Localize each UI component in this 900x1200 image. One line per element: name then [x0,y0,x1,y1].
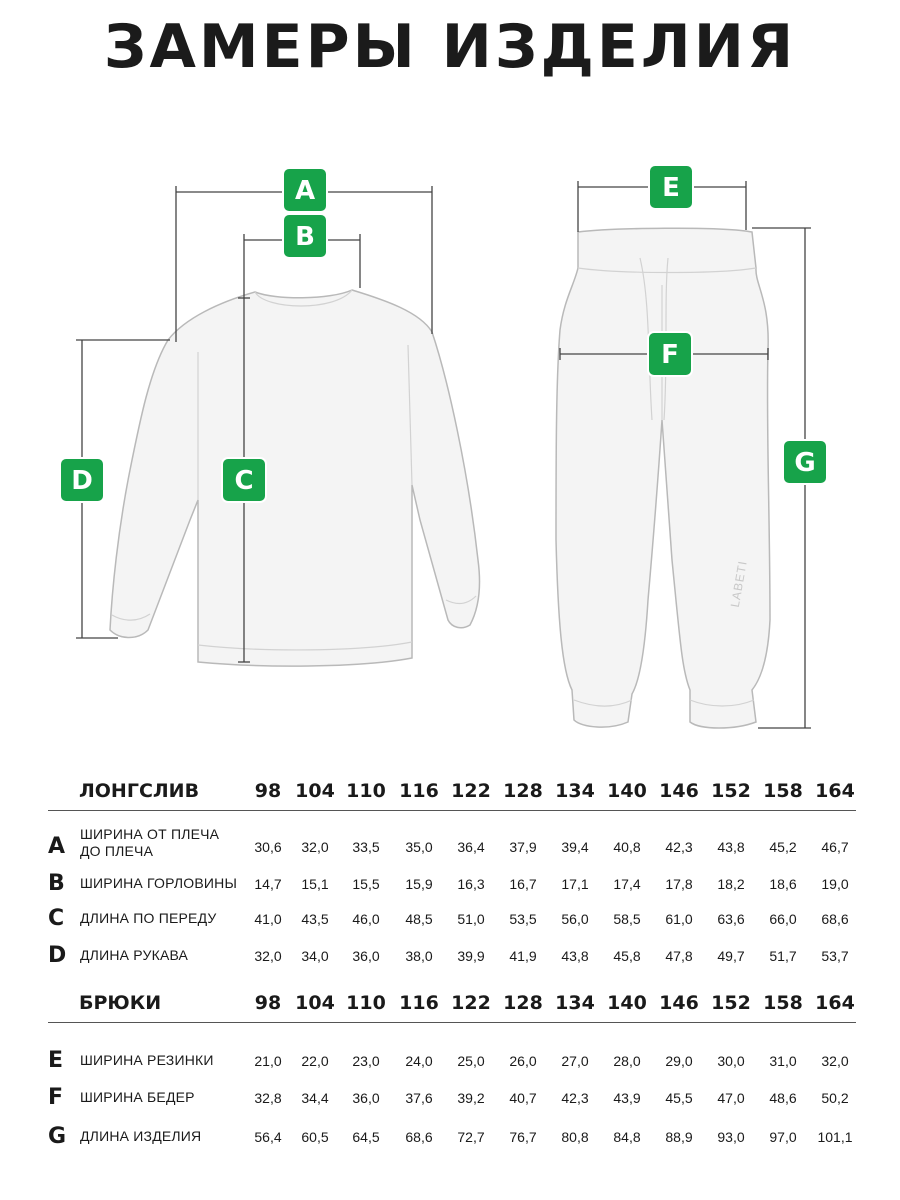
table-cell: 45,8 [613,948,641,964]
longsleeve-illustration [110,290,480,666]
table-cell: 72,7 [457,1129,485,1145]
svg-text:C: C [234,466,254,496]
pants-size-table [48,988,856,1149]
pants-size-header: 140 [607,992,647,1014]
row-letter: E [48,1048,64,1073]
page-title: ЗАМЕРЫ ИЗДЕЛИЯ [103,12,797,82]
table-cell: 56,0 [561,911,589,927]
pants-size-header: 152 [711,992,751,1014]
badge-c [222,458,266,502]
table-cell: 30,6 [254,839,282,855]
pants-size-header: 158 [763,992,803,1014]
table-cell: 15,9 [405,876,433,892]
row-label-line: ШИРИНА РЕЗИНКИ [80,1052,214,1068]
table-cell: 17,1 [561,876,589,892]
table-cell: 45,5 [665,1090,693,1106]
longsleeve-size-header: 104 [295,780,335,802]
longsleeve-size-table [48,776,856,968]
row-label [80,1052,214,1069]
longsleeve-size-header: 134 [555,780,595,802]
badge-f [648,332,692,376]
table-cell: 18,2 [717,876,745,892]
table-cell: 17,4 [613,876,641,892]
table-cell: 93,0 [717,1129,745,1145]
table-cell: 50,2 [821,1090,849,1106]
table-cell: 24,0 [405,1053,433,1069]
table-cell: 53,7 [821,948,849,964]
row-label [80,875,237,892]
pants-size-header: 110 [346,992,386,1014]
table-cell: 51,0 [457,911,485,927]
table-cell: 39,4 [561,839,589,855]
table-cell: 56,4 [254,1129,282,1145]
longsleeve-size-header: 164 [815,780,855,802]
longsleeve-size-header: 146 [659,780,699,802]
row-label-line: ШИРИНА БЕДЕР [80,1089,195,1105]
table-cell: 21,0 [254,1053,282,1069]
pants-size-header: 122 [451,992,491,1014]
longsleeve-size-header: 152 [711,780,751,802]
table-cell: 48,5 [405,911,433,927]
row-label-line: ДО ПЛЕЧА [80,843,154,859]
table-cell: 28,0 [613,1053,641,1069]
row-label [80,826,219,860]
table-cell: 40,8 [613,839,641,855]
table-cell: 32,0 [254,948,282,964]
table-cell: 37,9 [509,839,537,855]
table-cell: 36,4 [457,839,485,855]
table-cell: 40,7 [509,1090,537,1106]
longsleeve-size-header: 140 [607,780,647,802]
table-cell: 18,6 [769,876,797,892]
svg-text:D: D [71,466,93,496]
table-cell: 46,0 [352,911,380,927]
table-cell: 63,6 [717,911,745,927]
table-cell: 32,0 [301,839,329,855]
table-cell: 101,1 [817,1129,853,1145]
pants-size-header: 98 [254,992,282,1014]
table-cell: 36,0 [352,948,380,964]
row-label-line: ДЛИНА ИЗДЕЛИЯ [80,1128,202,1144]
svg-text:G: G [794,448,816,478]
longsleeve-size-header: 110 [346,780,386,802]
row-letter: F [48,1085,64,1110]
pants-size-header: 128 [503,992,543,1014]
svg-text:A: A [294,176,316,206]
table-cell: 49,7 [717,948,745,964]
badge-g [783,440,827,484]
table-cell: 29,0 [665,1053,693,1069]
row-letter: D [48,943,67,968]
table-cell: 43,8 [561,948,589,964]
row-label-line: ШИРИНА ОТ ПЛЕЧА [80,826,220,842]
table-cell: 43,9 [613,1090,641,1106]
row-letter: B [48,871,65,896]
table-cell: 53,5 [509,911,537,927]
row-letter: C [48,906,65,931]
pants-table-header [48,988,856,1023]
table-cell: 68,6 [405,1129,433,1145]
table-cell: 25,0 [457,1053,485,1069]
table-cell: 17,8 [665,876,693,892]
row-label-line: ДЛИНА ПО ПЕРЕДУ [80,910,217,926]
table-cell: 46,7 [821,839,849,855]
table-cell: 26,0 [509,1053,537,1069]
table-cell: 84,8 [613,1129,641,1145]
table-cell: 68,6 [821,911,849,927]
longsleeve-size-header: 116 [399,780,439,802]
table-cell: 19,0 [821,876,849,892]
table-cell: 30,0 [717,1053,745,1069]
table-cell: 22,0 [301,1053,329,1069]
row-letter: A [48,834,66,859]
row-label [80,910,217,927]
svg-text:F: F [661,340,679,370]
watermark-text: LABETI [727,559,750,609]
table-cell: 27,0 [561,1053,589,1069]
svg-text:B: B [295,222,315,252]
badge-e [649,165,693,209]
svg-text:E: E [662,173,680,203]
pants-size-header: 104 [295,992,335,1014]
pants-table-title: БРЮКИ [79,992,162,1014]
table-cell: 32,0 [821,1053,849,1069]
pants-size-header: 146 [659,992,699,1014]
pants-size-header: 164 [815,992,855,1014]
table-cell: 88,9 [665,1129,693,1145]
longsleeve-size-header: 122 [451,780,491,802]
table-cell: 35,0 [405,839,433,855]
table-cell: 41,0 [254,911,282,927]
table-cell: 42,3 [561,1090,589,1106]
row-label [80,1128,201,1145]
table-cell: 80,8 [561,1129,589,1145]
badge-a [283,168,327,212]
table-cell: 16,7 [509,876,537,892]
badge-b [283,214,327,258]
table-cell: 33,5 [352,839,380,855]
pants-size-header: 134 [555,992,595,1014]
table-cell: 34,0 [301,948,329,964]
table-cell: 15,1 [301,876,329,892]
table-cell: 58,5 [613,911,641,927]
row-letter: G [48,1124,67,1149]
table-cell: 47,8 [665,948,693,964]
table-cell: 23,0 [352,1053,380,1069]
longsleeve-table-title: ЛОНГСЛИВ [79,780,200,802]
table-cell: 47,0 [717,1090,745,1106]
table-cell: 60,5 [301,1129,329,1145]
table-cell: 34,4 [301,1090,329,1106]
pants-illustration [556,228,770,728]
table-cell: 31,0 [769,1053,797,1069]
table-cell: 66,0 [769,911,797,927]
table-cell: 48,6 [769,1090,797,1106]
table-cell: 16,3 [457,876,485,892]
longsleeve-size-header: 98 [254,780,282,802]
table-cell: 39,9 [457,948,485,964]
table-cell: 76,7 [509,1129,537,1145]
table-cell: 32,8 [254,1090,282,1106]
row-label [80,947,188,964]
table-cell: 51,7 [769,948,797,964]
table-cell: 97,0 [769,1129,797,1145]
table-cell: 38,0 [405,948,433,964]
table-cell: 36,0 [352,1090,380,1106]
row-label-line: ШИРИНА ГОРЛОВИНЫ [80,875,238,891]
longsleeve-table-header [48,776,856,811]
table-cell: 45,2 [769,839,797,855]
row-label-line: ДЛИНА РУКАВА [80,947,189,963]
table-cell: 43,8 [717,839,745,855]
longsleeve-size-header: 128 [503,780,543,802]
table-cell: 15,5 [352,876,380,892]
pants-size-header: 116 [399,992,439,1014]
row-label [80,1089,195,1106]
table-cell: 43,5 [301,911,329,927]
table-cell: 41,9 [509,948,537,964]
table-cell: 42,3 [665,839,693,855]
badge-d [60,458,104,502]
table-cell: 37,6 [405,1090,433,1106]
longsleeve-size-header: 158 [763,780,803,802]
table-cell: 61,0 [665,911,693,927]
table-cell: 39,2 [457,1090,485,1106]
table-cell: 64,5 [352,1129,380,1145]
table-cell: 14,7 [254,876,282,892]
